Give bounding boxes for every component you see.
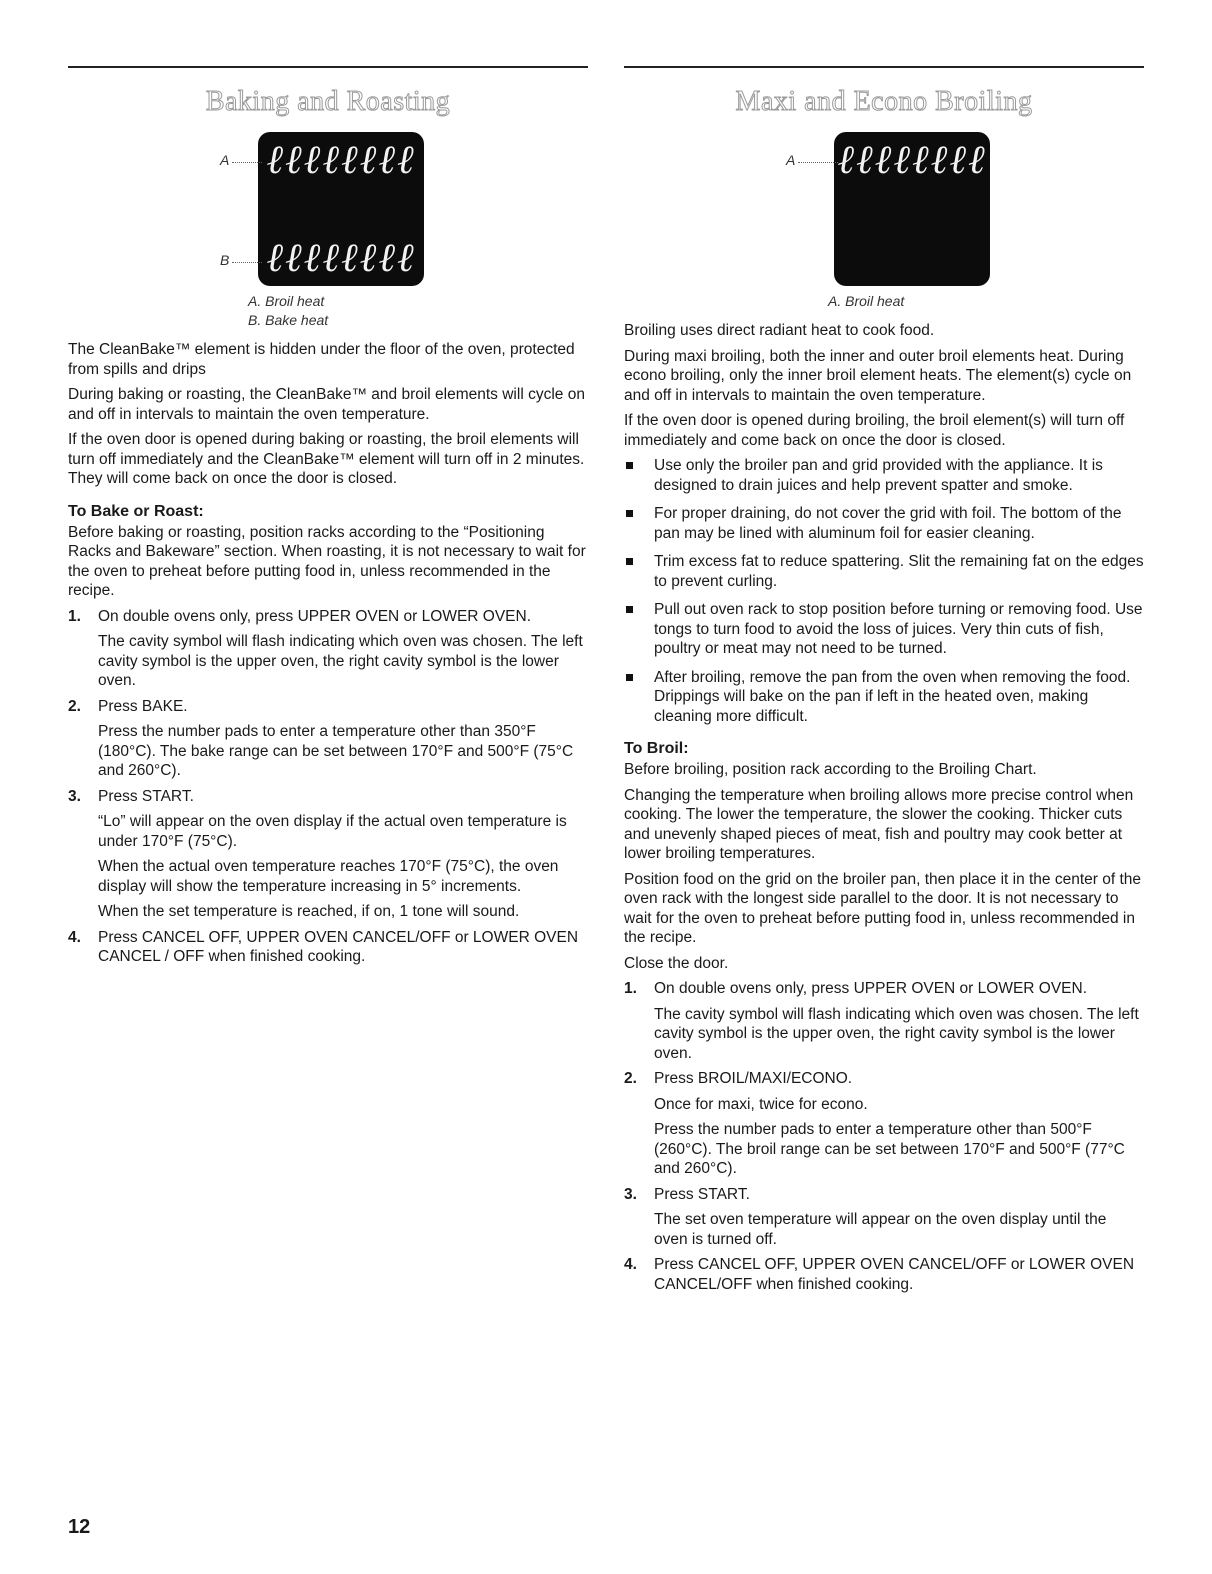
step-text: Press BAKE. [98,697,188,715]
caption-a: A. Broil heat [248,293,325,309]
paragraph: The CleanBake™ element is hidden under the floor of the oven, protected from spills and drips [68,341,575,378]
oven-cavity [258,132,424,286]
step-text: Press CANCEL OFF, UPPER OVEN CANCEL/OFF or LOWER OVEN CANCEL/OFF when finished cooking. [654,1256,1135,1293]
label-b: B [220,252,230,268]
oven-diagram [68,132,588,292]
step-number: 4. [624,1256,637,1273]
step-text: Press BROIL/MAXI/ECONO. [654,1070,853,1087]
step-item [68,928,588,967]
label-a: A [786,152,796,168]
bullet-item [624,668,1144,727]
step-text: Press START. [654,1185,750,1203]
bullet-square-icon [626,674,633,681]
step-text: Press the number pads to enter a temperature other than 500°F (260°C). The broil range can be set between 170°F and 500°F (77°C and 260°C). [654,1121,1125,1177]
step-item [624,979,1144,1063]
bullet-square-icon [626,510,633,517]
leader-a [232,162,262,163]
intro-paragraph: Position food on the grid on the broiler pan, then place it in the center of the oven rack with the longest side parallel to the door. It is not necessary to wait for the oven to preheat before putting food in, unless recommended in the recipe. [624,870,1142,946]
section-rule [68,66,588,68]
step-text: When the set temperature is reached, if on, 1 tone will sound. [98,903,520,920]
tips-list [624,456,1144,726]
step-number: 4. [68,928,81,946]
bullet-item [624,456,1144,495]
broil-element-coil: ℓℓℓℓℓℓℓℓ [266,137,416,182]
step-number: 2. [68,697,81,715]
step-item [68,697,588,781]
step-text: When the actual oven temperature reaches 170°F (75°C), the oven display will show the temperature increasing in 5° increments. [98,858,559,895]
bullet-text: Trim excess fat to reduce spattering. Slit the remaining fat on the edges to prevent curling. [654,553,1144,590]
bullet-text: Pull out oven rack to stop position before turning or removing food. Use tongs to turn food to avoid the loss of juices. Very thin cuts of fish, poultry or meat may not need to be turned. [654,601,1143,657]
bake-element-coil: ℓℓℓℓℓℓℓℓ [266,235,416,280]
step-text: The cavity symbol will flash indicating which oven was chosen. The left cavity symbol is the upper oven, the right cavity symbol is the lower oven. [98,633,583,689]
baking-roasting-section [68,66,588,973]
step-number: 1. [68,607,81,625]
paragraph: During baking or roasting, the CleanBake™ and broil elements will cycle on and off in intervals to maintain the oven temperature. [68,386,585,423]
section-rule [624,66,1144,68]
bullet-item [624,504,1144,543]
steps-list [624,979,1144,1294]
step-item [624,1255,1144,1294]
step-item [624,1069,1144,1179]
oven-cavity [834,132,990,286]
subheading: To Broil: [624,740,689,757]
paragraph: If the oven door is opened during broiling, the broil element(s) will turn off immediately and come back on once the door is closed. [624,412,1125,449]
subheading: To Bake or Roast: [68,502,204,520]
broil-element-coil: ℓℓℓℓℓℓℓℓ [837,137,987,182]
caption-a: A. Broil heat [828,293,905,309]
section-title: Baking and Roasting [205,86,451,117]
paragraph: If the oven door is opened during baking or roasting, the broil elements will turn off immediately and the CleanBake™ element will turn off in 2 minutes. They will come back on once the door is closed. [68,431,585,487]
bullet-text: Use only the broiler pan and grid provided with the appliance. It is designed to drain juices and help prevent spatter and smoke. [654,457,1103,494]
step-text: Press CANCEL OFF, UPPER OVEN CANCEL/OFF or LOWER OVEN CANCEL / OFF when finished cooking. [98,928,579,965]
step-text: On double ovens only, press UPPER OVEN or LOWER OVEN. [654,980,1088,997]
paragraph: During maxi broiling, both the inner and outer broil elements heat. During econo broiling, only the inner broil element heats. The element(s) cycle on and off in intervals to maintain the oven temperature. [624,347,1132,404]
paragraph: Broiling uses direct radiant heat to cook food. [624,322,935,339]
step-text: “Lo” will appear on the oven display if the actual oven temperature is under 170°F (75°C). [98,813,567,850]
bullet-square-icon [626,606,633,613]
intro-paragraph: Before baking or roasting, position racks according to the “Positioning Racks and Bakeware” section. When roasting, it is not necessary to wait for the oven to preheat before putting food in, unless recommended in the recipe. [68,523,586,599]
steps-list [68,607,588,967]
maxi-econo-broiling-section [624,66,1144,1300]
step-text: Press the number pads to enter a temperature other than 350°F (180°C). The bake range can be set between 170°F and 500°F (75°C and 260°C). [98,723,574,779]
label-a: A [220,152,230,168]
figure-captions [68,292,588,330]
step-number: 2. [624,1070,637,1087]
bullet-text: After broiling, remove the pan from the oven when removing the food. Drippings will bake on the pan if left in the heated oven, making cleaning more difficult. [654,668,1131,725]
step-number: 3. [624,1185,637,1203]
section-title: Maxi and Econo Broiling [735,86,1033,117]
step-item [624,1185,1144,1250]
bullet-item [624,600,1144,659]
intro-paragraph: Before broiling, position rack according to the Broiling Chart. [624,761,1037,778]
step-text: On double ovens only, press UPPER OVEN or LOWER OVEN. [98,607,532,625]
step-text: Press START. [98,787,194,805]
leader-b [232,262,262,263]
step-text: The cavity symbol will flash indicating which oven was chosen. The left cavity symbol is the upper oven, the right cavity symbol is the lower oven. [654,1005,1139,1062]
step-text: Once for maxi, twice for econo. [654,1095,868,1113]
intro-paragraph: Close the door. [624,954,729,972]
step-number: 1. [624,980,637,997]
bullet-square-icon [626,462,633,469]
leader-a [798,162,838,163]
step-item [68,607,588,691]
bullet-text: For proper draining, do not cover the grid with foil. The bottom of the pan may be lined with aluminum foil for easier cleaning. [654,505,1122,542]
step-number: 3. [68,787,81,805]
figure-captions [624,292,1144,311]
bullet-square-icon [626,558,633,565]
page-number: 12 [68,1516,91,1538]
step-text: The set oven temperature will appear on the oven display until the oven is turned off. [654,1211,1107,1248]
intro-paragraph: Changing the temperature when broiling allows more precise control when cooking. The lower the temperature, the slower the cooking. Thicker cuts and unevenly shaped pieces of meat, fish and poultry may cook better at lower broiling temperatures. [624,786,1134,862]
bullet-item [624,552,1144,591]
oven-diagram [624,132,1144,292]
caption-b: B. Bake heat [248,312,329,328]
step-item [68,787,588,922]
